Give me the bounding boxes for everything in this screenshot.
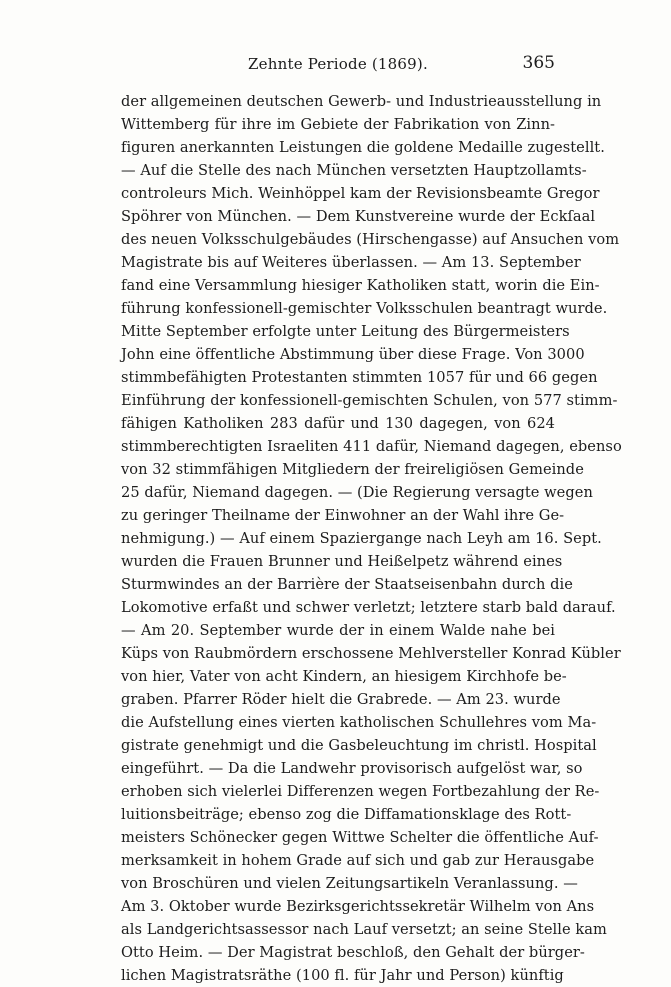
- running-head: Zehnte Periode (1869).: [248, 55, 428, 73]
- text-line: Wittemberg für ihre im Gebiete der Fabrikation von Zinn-: [121, 116, 555, 133]
- text-line: — Am 20. September wurde der in einem Walde nahe bei: [121, 622, 555, 639]
- text-line: als Landgerichtsassessor nach Lauf versetzt; an seine Stelle kam: [121, 921, 607, 938]
- text-line: — Auf die Stelle des nach München versetzten Hauptzollamts-: [121, 162, 587, 179]
- text-line: Küps von Raubmördern erschossene Mehlversteller Konrad Kübler: [121, 645, 621, 662]
- text-line: zu geringer Theilname der Einwohner an der Wahl ihre Ge-: [121, 507, 565, 524]
- text-line: Mitte September erfolgte unter Leitung des Bürgermeisters: [121, 323, 570, 340]
- text-line: controleurs Mich. Weinhöppel kam der Revisionsbeamte Gregor: [121, 185, 600, 202]
- text-line: merksamkeit in hohem Grade auf sich und gab zur Herausgabe: [121, 852, 595, 869]
- text-line: die Aufstellung eines vierten katholischen Schullehres vom Ma-: [121, 714, 597, 731]
- text-line: führung konfessionell-gemischter Volksschulen beantragt wurde.: [121, 300, 608, 317]
- text-line: der allgemeinen deutschen Gewerb- und Industrieausstellung in: [121, 93, 602, 110]
- text-line: Sturmwindes an der Barrière der Staatseisenbahn durch die: [121, 576, 573, 593]
- text-line: nehmigung.) — Auf einem Spaziergange nach Leyh am 16. Sept.: [121, 530, 602, 547]
- text-line: fähigen Katholiken 283 dafür und 130 dagegen, von 624: [121, 415, 555, 432]
- text-line: Einführung der konfessionell-gemischten Schulen, von 577 stimm-: [121, 392, 618, 409]
- text-line: stimmberechtigten Israeliten 411 dafür, Niemand dagegen, ebenso: [121, 438, 622, 455]
- text-line: Am 3. Oktober wurde Bezirksgerichtssekretär Wilhelm von Ans: [121, 898, 595, 915]
- text-line: graben. Pfarrer Röder hielt die Grabrede. — Am 23. wurde: [121, 691, 561, 708]
- text-line: stimmbefähigten Protestanten stimmten 1057 für und 66 gegen: [121, 369, 598, 386]
- text-line: meisters Schönecker gegen Wittwe Schelter die öffentliche Auf-: [121, 829, 599, 846]
- page-number: 365: [522, 53, 555, 73]
- text-line: 25 dafür, Niemand dagegen. — (Die Regierung versagte wegen: [121, 484, 593, 501]
- text-line: Spöhrer von München. — Dem Kunstvereine wurde der Eckſaal: [121, 208, 596, 225]
- text-line: figuren anerkannten Leistungen die goldene Medaille zugestellt.: [121, 139, 605, 156]
- text-line: luitionsbeiträge; ebenso zog die Diffamationsklage des Rott-: [121, 806, 572, 823]
- text-line: von Broschüren und vielen Zeitungsartikeln Veranlassung. —: [121, 875, 578, 892]
- text-line: des neuen Volksschulgebäudes (Hirschengasse) auf Ansuchen vom: [121, 231, 620, 248]
- text-line: von hier, Vater von acht Kindern, an hiesigem Kirchhofe be-: [121, 668, 567, 685]
- text-line: Magistrate bis auf Weiteres überlassen. — Am 13. September: [121, 254, 581, 271]
- text-line: gistrate genehmigt und die Gasbeleuchtung im christl. Hospital: [121, 737, 597, 754]
- text-line: Lokomotive erfaßt und schwer verletzt; letztere starb bald darauf.: [121, 599, 616, 616]
- text-line: erhoben sich vielerlei Differenzen wegen Fortbezahlung der Re-: [121, 783, 600, 800]
- text-line: lichen Magistratsräthe (100 fl. für Jahr und Person) künftig: [121, 967, 564, 984]
- text-line: fand eine Versammlung hiesiger Katholiken statt, worin die Ein-: [121, 277, 600, 294]
- text-line: von 32 stimmfähigen Mitgliedern der freireligiösen Gemeinde: [121, 461, 584, 478]
- text-line: Otto Heim. — Der Magistrat beschloß, den Gehalt der bürger-: [121, 944, 585, 961]
- body-text: [121, 90, 622, 987]
- text-line: wurden die Frauen Brunner und Heißelpetz während eines: [121, 553, 563, 570]
- text-line: eingeführt. — Da die Landwehr provisorisch aufgelöst war, so: [121, 760, 583, 777]
- text-line: John eine öffentliche Abstimmung über diese Frage. Von 3000: [121, 346, 585, 363]
- page-header: [121, 55, 555, 79]
